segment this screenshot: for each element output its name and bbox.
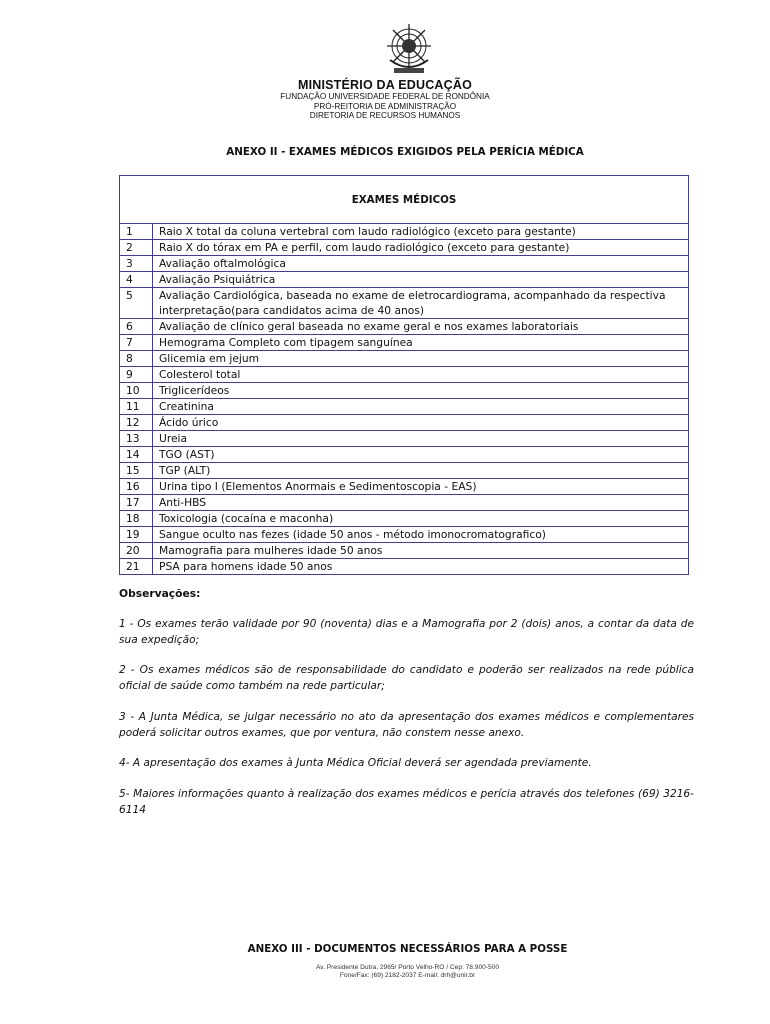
exam-name: PSA para homens idade 50 anos [153,559,689,575]
table-row [120,431,689,447]
observation-item: 3 - A Junta Médica, se julgar necessário no ato da apresentação dos exames médicos e complementares poderá solicitar outros exames, que por ventura, não constem nesse anexo. [119,711,694,739]
exam-number: 17 [120,495,153,511]
exam-number: 12 [120,415,153,431]
observation-item: 1 - Os exames terão validade por 90 (noventa) dias e a Mamografia por 2 (dois) anos, a contar da data de sua expedição; [119,618,694,646]
exam-number: 9 [120,367,153,383]
exam-number: 11 [120,399,153,415]
exam-number: 8 [120,351,153,367]
pro-rectorate-name: PRÓ-REITORIA DE ADMINISTRAÇÃO [313,102,457,111]
table-row [120,399,689,415]
table-row [120,367,689,383]
table-row [120,543,689,559]
table-row [120,319,689,335]
exam-name: Urina tipo I (Elementos Anormais e Sedimentoscopia - EAS) [153,479,689,495]
exam-name: TGO (AST) [153,447,689,463]
exam-name: Glicemia em jejum [153,351,689,367]
exam-name: Raio X do tórax em PA e perfil, com laudo radiológico (exceto para gestante) [153,240,689,256]
exam-name: Ureia [153,431,689,447]
exam-name: Mamografia para mulheres idade 50 anos [153,543,689,559]
table-row [120,511,689,527]
exam-number: 14 [120,447,153,463]
exam-name: Creatinina [153,399,689,415]
exam-number: 16 [120,479,153,495]
exam-number: 6 [120,319,153,335]
annex-ii-title: ANEXO II - EXAMES MÉDICOS EXIGIDOS PELA PERÍCIA MÉDICA [226,146,584,158]
table-row [120,335,689,351]
exam-number: 20 [120,543,153,559]
exam-number: 19 [120,527,153,543]
exam-name: Toxicologia (cocaína e maconha) [153,511,689,527]
exam-name: Avaliação de clínico geral baseada no exame geral e nos exames laboratoriais [153,319,689,335]
table-row [120,383,689,399]
table-row [120,272,689,288]
exam-name: Avaliação Cardiológica, baseada no exame de eletrocardiograma, acompanhado da respectiva interpretação(para candidatos acima de 40 anos) [153,288,689,319]
exam-number: 10 [120,383,153,399]
footer-address: Av. Presidente Dutra, 2965/ Porto Velho-RO / Cep: 78.900-500 [315,964,500,971]
exam-name: Sangue oculto nas fezes (idade 50 anos - método imonocromatografico) [153,527,689,543]
table-row [120,288,689,319]
table-row [120,479,689,495]
footer-contact: Fone/Fax: (69) 2182-2037 E-mail: drh@unir.br [339,972,476,979]
observation-item: 4- A apresentação dos exames à Junta Médica Oficial deverá ser agendada previamente. [119,757,592,769]
observation-item: 5- Maiores informações quanto à realização dos exames médicos e perícia através dos telefones (69) 3216-6114 [119,788,694,816]
exam-number: 13 [120,431,153,447]
observation-item: 2 - Os exames médicos são de responsabilidade do candidato e poderão ser realizados na rede pública oficial de saúde como também na rede particular; [119,664,694,692]
exam-name: Avaliação Psiquiátrica [153,272,689,288]
exam-number: 18 [120,511,153,527]
exam-name: Triglicerídeos [153,383,689,399]
table-row [120,351,689,367]
exam-number: 7 [120,335,153,351]
table-row [120,240,689,256]
annex-iii-title: ANEXO III - DOCUMENTOS NECESSÁRIOS PARA A POSSE [247,943,568,955]
exam-name: Raio X total da coluna vertebral com laudo radiológico (exceto para gestante) [153,224,689,240]
table-row [120,256,689,272]
exam-number: 4 [120,272,153,288]
exam-number: 1 [120,224,153,240]
exam-number: 3 [120,256,153,272]
foundation-name: FUNDAÇÃO UNIVERSIDADE FEDERAL DE RONDÔNIA [280,92,490,101]
exam-number: 15 [120,463,153,479]
table-row [120,559,689,575]
exam-name: Anti-HBS [153,495,689,511]
exam-name: Avaliação oftalmológica [153,256,689,272]
ministry-title: MINISTÉRIO DA EDUCAÇÃO [297,78,473,92]
exam-number: 5 [120,288,153,319]
exam-name: Colesterol total [153,367,689,383]
table-row [120,527,689,543]
coat-of-arms-icon [384,22,434,76]
observations-title: Observações: [119,587,201,600]
exam-number: 21 [120,559,153,575]
directorate-name: DIRETORIA DE RECURSOS HUMANOS [309,111,461,120]
table-row [120,447,689,463]
table-header: EXAMES MÉDICOS [120,176,689,224]
table-row [120,224,689,240]
medical-exams-table [119,175,689,575]
exam-name: TGP (ALT) [153,463,689,479]
exam-name: Hemograma Completo com tipagem sanguínea [153,335,689,351]
table-row [120,415,689,431]
exam-name: Ácido úrico [153,415,689,431]
table-row [120,463,689,479]
table-row [120,495,689,511]
exam-number: 2 [120,240,153,256]
